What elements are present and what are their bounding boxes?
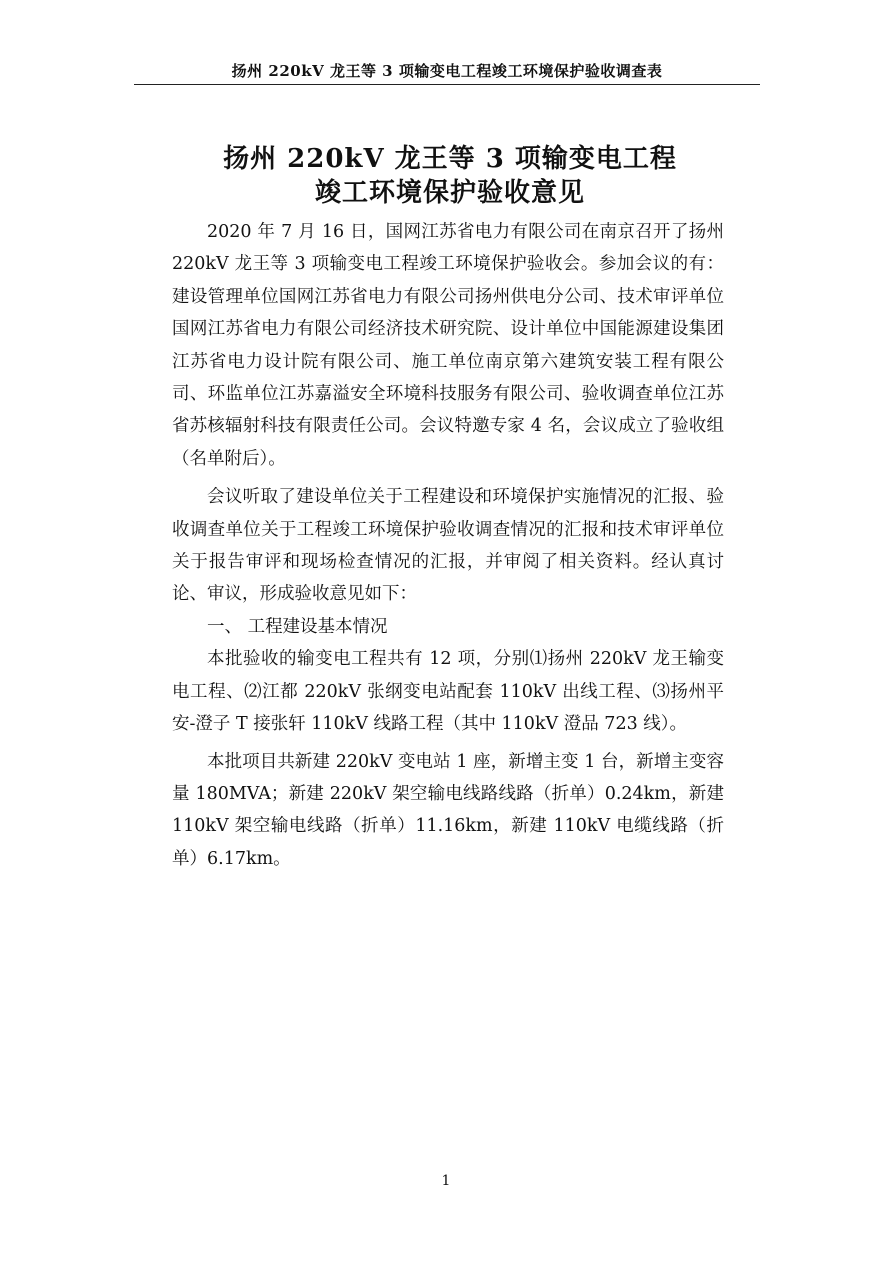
header-rule <box>134 84 760 85</box>
running-header: 扬州 220kV 龙王等 3 项输变电工程竣工环境保护验收调查表 <box>231 62 663 80</box>
page-number: 1 <box>441 1173 451 1189</box>
document-title-line-2: 竣工环境保护验收意见 <box>314 178 585 208</box>
section-heading-1: 一、 工程建设基本情况 <box>207 616 388 637</box>
document-title-line-1: 扬州 220kV 龙王等 3 项输变电工程 <box>223 144 677 174</box>
paragraph-meeting-intro: 2020 年 7 月 16 日，国网江苏省电力有限公司在南京召开了扬州 220kV 龙王等 3 项输变电工程竣工环境保护验收会。参加会议的有：建设管理单位国网江苏省电力有限公司扬州供电分公司、技术审评单位国网江苏省电力有限公司经济技术研究院、设计单位中国能源建设集团江苏省电力设计院有限公司、施工单位南京第六建筑安装工程有限公司、环监单位江苏嘉溢安全环境科技服务有限公司、验收调查单位江苏省苏核辐射科技有限责任公司。会议特邀专家 4 名，会议成立了验收组（名单附后）。 <box>172 222 724 469</box>
paragraph-project-scale: 本批项目共新建 220kV 变电站 1 座，新增主变 1 台，新增主变容量 180MVA；新建 220kV 架空输电线路线路（折单）0.24km，新建 110kV 架空输电线路（折单）11.16km，新建 110kV 电缆线路（折单）6.17km。 <box>172 751 724 869</box>
paragraph-meeting-review: 会议听取了建设单位关于工程建设和环境保护实施情况的汇报、验收调查单位关于工程竣工环境保护验收调查情况的汇报和技术审评单位关于报告审评和现场检查情况的汇报，并审阅了相关资料。经认真讨论、审议，形成验收意见如下： <box>172 487 724 605</box>
paragraph-project-list: 本批验收的输变电工程共有 12 项，分别⑴扬州 220kV 龙王输变电工程、⑵江都 220kV 张纲变电站配套 110kV 出线工程、⑶扬州平安-澄子 T 接张轩 110kV 线路工程（其中 110kV 澄品 723 线）。 <box>172 649 724 735</box>
document-body <box>172 216 724 875</box>
